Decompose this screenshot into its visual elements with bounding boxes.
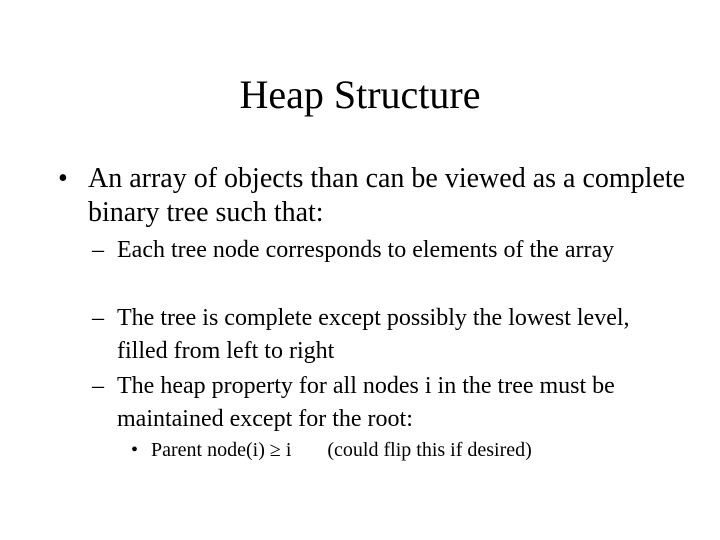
- dash-icon: –: [92, 305, 104, 331]
- sub-point-text: Each tree node corresponds to elements of the array: [117, 237, 615, 263]
- detail-point: [131, 436, 691, 464]
- bullet-icon: •: [58, 163, 68, 194]
- sub-point-1: [92, 234, 682, 267]
- sub-point-text: The heap property for all nodes i in the tree must be maintained except for the root:: [117, 373, 615, 432]
- bullet-icon: •: [131, 439, 139, 461]
- dash-icon: –: [92, 237, 104, 263]
- detail-text: Parent node(i) ≥ i: [151, 439, 292, 461]
- sub-point-2: [92, 302, 682, 368]
- main-bullet-point: [58, 162, 698, 230]
- slide-title: Heap Structure: [239, 72, 481, 117]
- sub-point-text: The tree is complete except possibly the lowest level, filled from left to right: [117, 305, 630, 364]
- detail-note: (could flip this if desired): [327, 439, 532, 461]
- sub-point-3: [92, 370, 682, 436]
- dash-icon: –: [92, 373, 104, 399]
- main-bullet-text: An array of objects than can be viewed as a complete binary tree such that:: [88, 163, 686, 228]
